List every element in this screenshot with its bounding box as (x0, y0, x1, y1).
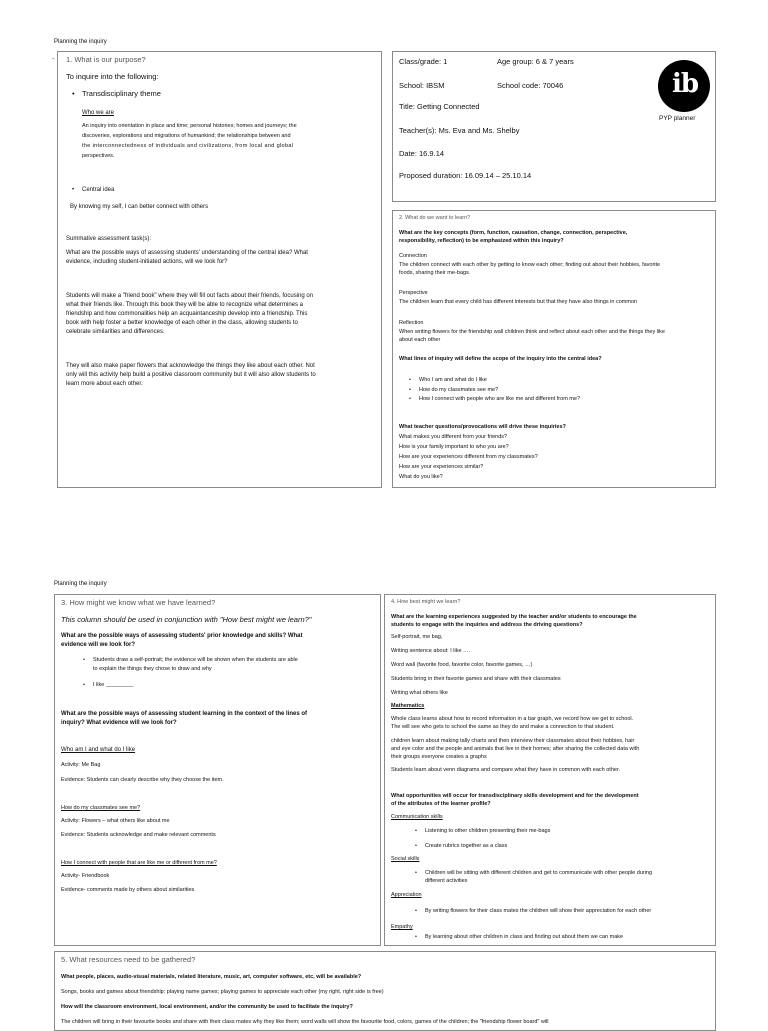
line2-heading: How do my classmates see me? (61, 805, 141, 811)
summative-p2-3: learn more about each other. (66, 381, 143, 387)
line-of-inquiry-2: • How do my classmates see me? (419, 386, 498, 394)
math-p1-2: The will see who gets to school the same as they do and make a connection to that student. (391, 724, 615, 730)
best-q-1: What are the learning experiences suggested by the teacher and/or students to encourage the (391, 614, 637, 620)
connection-text-2: foods, sharing their me-bags. (399, 270, 471, 276)
page2-heading: Planning the inquiry (54, 581, 107, 587)
summative-p2-1: They will also make paper flowers that acknowledge the things they like about each other. Not (66, 363, 315, 369)
summative-p1-3: friendship and how commonalities help an acquaintanceship develop into a friendship. This (66, 311, 308, 317)
social-bullet-1: • Children will be sitting with different children and get to communicate with other people during (425, 869, 652, 877)
lines-assess-q-2: inquiry? What evidence will we look for? (61, 720, 177, 726)
pyp-planner: PYP planner (659, 115, 696, 122)
ib-logo-text: ib (672, 69, 699, 99)
concepts-q-1: What are the key concepts (form, function, causation, change, connection, perspective, (399, 230, 628, 236)
reflection-text-2: about each other (399, 337, 441, 343)
provocation-4: How are your experiences similar? (399, 464, 484, 470)
connection-text-1: The children connect with each other by getting to know each other; finding out about their hobbies, favorite (399, 262, 661, 268)
line-of-inquiry-3: • How I connect with people who are like me and different from me? (419, 395, 580, 403)
summative-p1-2: what their friends like. Through this book they will be able to recognize what determines a (66, 302, 304, 308)
purpose-title: 1. What is our purpose? (66, 55, 146, 64)
purpose-box (57, 51, 382, 488)
concepts-q-2: responsibility, reflection) to be emphasized within this inquiry? (399, 238, 564, 244)
resources-a1: Songs, books and games about friendship; playing name games; playing games to appreciate each other (my right, right side is free) (61, 989, 384, 995)
unit-title: Title: Getting Connected (399, 102, 480, 111)
teachers: Teacher(s): Ms. Eva and Ms. Shelby (399, 126, 520, 135)
prior-q-1: What are the possible ways of assessing students' prior knowledge and skills? What (61, 633, 303, 639)
provocation-1: What makes you different from your friends? (399, 434, 508, 440)
resources-q1: What people, places, audio-visual materials, related literature, music, art, computer software, etc, will be available? (61, 974, 362, 980)
empathy-heading: Empathy (391, 924, 413, 930)
resources-box (54, 951, 716, 1031)
school-code: School code: 70046 (497, 81, 564, 90)
reflection-text-1: When writing flowers for the friendship wall children think and reflect about each other and the things they like (399, 329, 665, 335)
learn-box (392, 210, 716, 488)
line2-evidence: Evidence: Students acknowledge and make relevant comments (61, 832, 216, 838)
duration: Proposed duration: 16.09.14 – 25.10.14 (399, 171, 532, 180)
central-idea: By knowing my self, I can better connect with others (70, 204, 209, 210)
line3-heading: How I connect with people that are like me or different from me? (61, 860, 217, 866)
know-title: 3. How might we know what we have learned? (61, 598, 216, 607)
comm-bullet-1: • Listening to other children presenting their me-bags (425, 827, 550, 835)
best-item-1: Self-portrait, me bag, (391, 634, 443, 640)
summative-p2-2: only will this activity help build a positive classroom community but it will also allow students to (66, 372, 316, 378)
math-p2-1: children learn about making tally charts and then interview their classmates about their hobbies, hair (391, 738, 635, 744)
page-heading: Planning the inquiry (54, 39, 107, 45)
provocation-3: How are your experiences different from my classmates? (399, 454, 538, 460)
lines-assess-q-1: What are the possible ways of assessing student learning in the context of the lines of (61, 711, 308, 717)
line1-heading: Who am I and what do I like (61, 747, 136, 753)
comm-heading: Communication skills (391, 814, 443, 820)
summative-title: Summative assessment task(s): (66, 236, 152, 242)
margin-dash: - (52, 54, 55, 63)
line1-activity: Activity: Me Bag (61, 762, 101, 768)
math-heading: Mathematics (391, 703, 425, 709)
summative-q-2: evidence, including student-initiated actions, will we look for? (66, 259, 228, 265)
who-we-are: Who we are (82, 110, 115, 116)
skills-q-2: of the attributes of the learner profile? (391, 801, 491, 807)
line3-evidence: Evidence- comments made by others about similarities (61, 887, 195, 893)
best-box (384, 594, 716, 946)
learn-title: 2. What do we want to learn? (399, 215, 471, 221)
line-of-inquiry-1: • Who I am and what do I like (419, 376, 487, 384)
best-item-3: Word wall (favorite food, favorite color, favorite games, …) (391, 662, 533, 668)
best-title: 4. How best might we learn? (391, 599, 461, 605)
resources-q2: How will the classroom environment, local environment, and/or the community be used to facilitate the inquiry? (61, 1004, 353, 1010)
appreciation-bullet: • By writing flowers for their class mates the children will show their appreciation for each other (425, 907, 651, 915)
best-item-2: Writing sentence about: I like …. (391, 648, 471, 654)
theme-desc-3: the interconnectedness of individuals and civilizations, from local and global (82, 143, 294, 149)
summative-p1-4: book with help foster a better knowledge of each other in the class, allowing students to (66, 320, 298, 326)
ib-logo (658, 60, 710, 112)
social-heading: Social skills (391, 856, 420, 862)
theme-desc-2: discoveries, explorations and migrations of humankind; the relationships between and (82, 133, 291, 139)
theme-desc-4: perspectives. (82, 153, 115, 159)
resources-title: 5. What resources need to be gathered? (61, 955, 196, 964)
math-p3: Students learn about venn diagrams and compare what they have in common with each other. (391, 767, 620, 773)
prior-bullet-2: • I like _________ (93, 681, 133, 689)
line1-evidence: Evidence: Students can clearly describe why they choose the item. (61, 777, 224, 783)
prior-q-2: evidence will we look for? (61, 642, 136, 648)
prior-bullet-1a: • Students draw a self-portrait; the evidence will be shown when the students are able (93, 656, 298, 664)
math-p2-2: and eye color and the people and animals that live in their homes; after sharing the collected data with (391, 746, 640, 752)
reflection-heading: Reflection (399, 320, 424, 326)
provocations-q: What teacher questions/provocations will drive these inquiries? (399, 424, 566, 430)
prior-bullet-1b: to explain the things they chose to draw and why (93, 666, 212, 672)
best-q-2: students to engage with the inquiries and address the driving questions? (391, 622, 583, 628)
summative-q-1: What are the possible ways of assessing students' understanding of the central idea? What (66, 250, 308, 256)
central-idea-bullet: • Central idea (82, 186, 114, 195)
math-p1-1: Whole class learns about how to record information in a bar graph, we record how we get to school. (391, 716, 634, 722)
connection-heading: Connection (399, 253, 427, 259)
perspective-heading: Perspective (399, 290, 428, 296)
appreciation-heading: Appreciation (391, 892, 422, 898)
inquire-text: To inquire into the following: (66, 72, 159, 81)
empathy-bullet: • By learning about other children in class and finding out about them we can make (425, 933, 623, 941)
perspective-text: The children learn that every child has different interests but that they have also things in common (399, 299, 638, 305)
date: Date: 16.9.14 (399, 149, 445, 158)
lines-q: What lines of inquiry will define the scope of the inquiry into the central idea? (399, 356, 602, 362)
best-item-5: Writing what others like (391, 690, 448, 696)
math-p2-3: their groups everyone creates a graphs (391, 754, 487, 760)
age-group: Age group: 6 & 7 years (497, 57, 574, 66)
school: School: IBSM (399, 81, 445, 90)
theme-bullet: • Transdisciplinary theme (82, 89, 161, 99)
line2-activity: Activity: Flowers – what others like about me (61, 818, 170, 824)
summative-p1-5: celebrate similarities and differences. (66, 329, 165, 335)
summative-p1-1: Students will make a "friend book" where they will fill out facts about their friends, focusing on (66, 293, 314, 299)
resources-a2: The children will bring in their favourite books and share with their class mates why they like them; word walls will show the favourite food, colors, games of the children; the "friendship flower board" will (61, 1019, 549, 1025)
theme-desc-1: An inquiry into orientation in place and time; personal histories; homes and journeys; the (82, 123, 297, 129)
know-box (54, 594, 381, 946)
know-note: This column should be used in conjunction with "How best might we learn?" (61, 615, 312, 624)
skills-q-1: What opportunities will occur for transdisciplinary skills development and for the development (391, 793, 639, 799)
provocation-2: How is your family important to who you are? (399, 444, 509, 450)
provocation-5: What do you like? (399, 474, 443, 480)
line3-activity: Activity- Friendbook (61, 873, 110, 879)
comm-bullet-2: • Create rubrics together as a class (425, 842, 507, 850)
class-grade: Class/grade: 1 (399, 57, 448, 66)
social-bullet-2: different activities (425, 878, 468, 884)
best-item-4: Students bring in their favorite games and share with their classmates (391, 676, 561, 682)
